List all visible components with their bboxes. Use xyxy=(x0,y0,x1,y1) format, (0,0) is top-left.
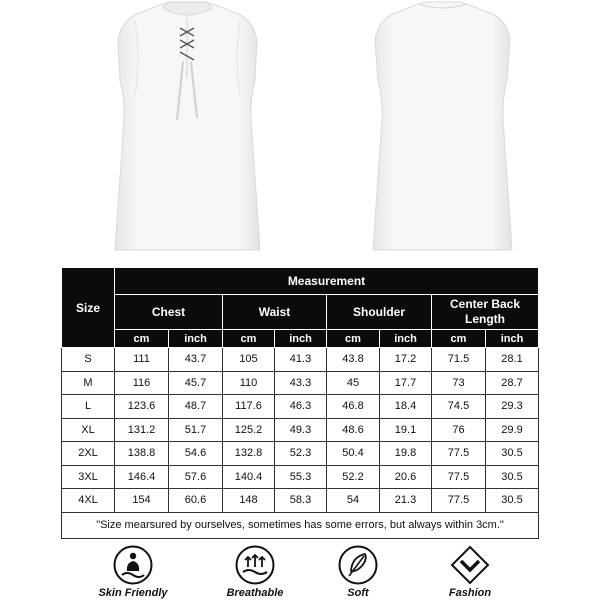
table-cell: 125.2 xyxy=(223,418,275,442)
table-cell: 54.6 xyxy=(169,442,223,466)
table-cell: S xyxy=(62,348,115,372)
feature-label: Skin Friendly xyxy=(98,587,168,599)
table-row xyxy=(62,489,539,513)
chest-header: Chest xyxy=(115,295,223,330)
waist-header: Waist xyxy=(223,295,327,330)
size-column-header: Size xyxy=(62,268,115,348)
unit-header: cm xyxy=(432,330,486,348)
table-cell: 52.3 xyxy=(275,442,327,466)
table-cell: 4XL xyxy=(62,489,115,513)
feature-label: Breathable xyxy=(226,587,284,599)
table-cell: 51.7 xyxy=(169,418,223,442)
table-cell: 73 xyxy=(432,371,486,395)
table-cell: 46.3 xyxy=(275,395,327,419)
table-cell: 43.3 xyxy=(275,371,327,395)
table-cell: 41.3 xyxy=(275,348,327,372)
shoulder-header: Shoulder xyxy=(327,295,432,330)
table-cell: 117.6 xyxy=(223,395,275,419)
size-chart-table xyxy=(61,267,539,539)
table-cell: 50.4 xyxy=(327,442,380,466)
table-cell: 55.3 xyxy=(275,465,327,489)
table-cell: 132.8 xyxy=(223,442,275,466)
feature-fashion xyxy=(420,545,520,599)
table-cell: 18.4 xyxy=(380,395,432,419)
unit-header: cm xyxy=(115,330,169,348)
table-row xyxy=(62,442,539,466)
shirt-back-image xyxy=(355,0,530,255)
table-cell: 45 xyxy=(327,371,380,395)
table-cell: 46.8 xyxy=(327,395,380,419)
table-cell: M xyxy=(62,371,115,395)
unit-header: cm xyxy=(327,330,380,348)
table-cell: 20.6 xyxy=(380,465,432,489)
unit-header: cm xyxy=(223,330,275,348)
table-cell: 19.8 xyxy=(380,442,432,466)
shirt-front-image xyxy=(95,0,280,255)
measurement-header: Measurement xyxy=(115,268,539,295)
table-row xyxy=(62,395,539,419)
table-cell: 17.7 xyxy=(380,371,432,395)
table-cell: 77.5 xyxy=(432,465,486,489)
table-cell: 58.3 xyxy=(275,489,327,513)
table-row xyxy=(62,418,539,442)
table-cell: 29.3 xyxy=(486,395,539,419)
table-cell: 48.6 xyxy=(327,418,380,442)
table-cell: 43.7 xyxy=(169,348,223,372)
unit-header: inch xyxy=(275,330,327,348)
table-cell: 110 xyxy=(223,371,275,395)
table-cell: 30.5 xyxy=(486,489,539,513)
table-cell: 52.2 xyxy=(327,465,380,489)
table-cell: 71.5 xyxy=(432,348,486,372)
table-row xyxy=(62,348,539,372)
table-cell: 3XL xyxy=(62,465,115,489)
table-cell: 45.7 xyxy=(169,371,223,395)
skin-friendly-icon xyxy=(113,545,153,585)
unit-header: inch xyxy=(486,330,539,348)
table-cell: 29.9 xyxy=(486,418,539,442)
table-cell: 30.5 xyxy=(486,465,539,489)
table-cell: 19.1 xyxy=(380,418,432,442)
fashion-chevron-icon xyxy=(450,545,490,585)
feature-label: Soft xyxy=(347,587,369,599)
table-cell: 146.4 xyxy=(115,465,169,489)
table-cell: 2XL xyxy=(62,442,115,466)
table-cell: 54 xyxy=(327,489,380,513)
feature-skin-friendly xyxy=(83,545,183,599)
breathable-icon xyxy=(235,545,275,585)
table-cell: 111 xyxy=(115,348,169,372)
table-cell: 74.5 xyxy=(432,395,486,419)
table-cell: 28.7 xyxy=(486,371,539,395)
table-cell: 17.2 xyxy=(380,348,432,372)
size-note: "Size mearsured by ourselves, sometimes has some errors, but always within 3cm." xyxy=(62,512,539,538)
table-cell: 138.8 xyxy=(115,442,169,466)
table-cell: 123.6 xyxy=(115,395,169,419)
table-cell: 148 xyxy=(223,489,275,513)
table-cell: 116 xyxy=(115,371,169,395)
soft-feather-icon xyxy=(338,545,378,585)
table-cell: 28.1 xyxy=(486,348,539,372)
table-cell: L xyxy=(62,395,115,419)
table-cell: 48.7 xyxy=(169,395,223,419)
table-cell: 105 xyxy=(223,348,275,372)
table-cell: XL xyxy=(62,418,115,442)
table-cell: 76 xyxy=(432,418,486,442)
table-cell: 131.2 xyxy=(115,418,169,442)
table-cell: 21.3 xyxy=(380,489,432,513)
center-back-length-header: Center Back Length xyxy=(432,295,539,330)
table-row xyxy=(62,371,539,395)
table-cell: 154 xyxy=(115,489,169,513)
table-cell: 77.5 xyxy=(432,442,486,466)
table-cell: 57.6 xyxy=(169,465,223,489)
unit-header: inch xyxy=(169,330,223,348)
table-row xyxy=(62,465,539,489)
table-cell: 30.5 xyxy=(486,442,539,466)
table-cell: 60.6 xyxy=(169,489,223,513)
table-cell: 140.4 xyxy=(223,465,275,489)
table-cell: 77.5 xyxy=(432,489,486,513)
table-cell: 49.3 xyxy=(275,418,327,442)
table-cell: 43.8 xyxy=(327,348,380,372)
feature-soft xyxy=(308,545,408,599)
feature-breathable xyxy=(205,545,305,599)
feature-label: Fashion xyxy=(448,587,492,599)
unit-header: inch xyxy=(380,330,432,348)
